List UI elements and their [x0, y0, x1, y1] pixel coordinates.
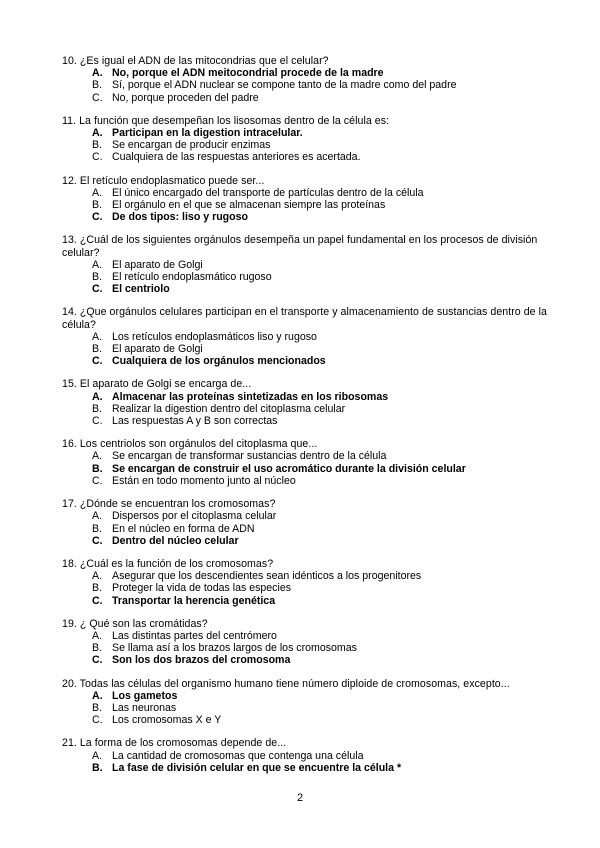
option-text: Almacenar las proteínas sintetizadas en los ribosomas [112, 390, 389, 403]
answer-option [62, 403, 552, 415]
question-block [62, 618, 552, 667]
option-letter: B. [92, 642, 103, 655]
option-text: Son los dos brazos del cromosoma [112, 654, 291, 667]
question-text: 15. El aparato de Golgi se encarga de... [62, 378, 252, 391]
answer-options [62, 187, 552, 224]
answer-options [62, 750, 552, 774]
answer-option [62, 139, 552, 151]
option-text: Sí, porque el ADN nuclear se compone tanto de la madre como del padre [112, 79, 457, 92]
answer-option [62, 79, 552, 91]
answer-option [62, 570, 552, 582]
question-block [62, 737, 552, 774]
answer-options [62, 570, 552, 607]
option-letter: A. [92, 450, 103, 463]
correct-answer-option [62, 654, 552, 666]
answer-option [62, 331, 552, 343]
option-letter: A. [92, 510, 103, 523]
option-text: El retículo endoplasmático rugoso [112, 271, 272, 284]
option-letter: A. [92, 749, 103, 762]
option-text: Los cromosomas X e Y [112, 714, 222, 727]
answer-option [62, 450, 552, 462]
option-letter: A. [92, 390, 103, 403]
correct-answer-option [62, 463, 552, 475]
option-letter: B. [92, 462, 103, 475]
option-text: El aparato de Golgi [112, 343, 203, 356]
answer-options [62, 331, 552, 368]
option-letter: B. [92, 79, 103, 92]
answer-option [62, 187, 552, 199]
option-letter: A. [92, 127, 103, 140]
option-letter: A. [92, 570, 103, 583]
option-letter: A. [92, 67, 103, 80]
question-text: 20. Todas las células del organismo humano tiene número diploide de cromosomas, excepto... [62, 677, 510, 690]
answer-option [62, 750, 552, 762]
correct-answer-option [62, 355, 552, 367]
option-text: El orgánulo en el que se almacenan siempre las proteínas [112, 199, 386, 212]
option-letter: C. [92, 714, 103, 727]
question-text: 17. ¿Dónde se encuentran los cromosomas? [62, 498, 276, 511]
question-text: 18. ¿Cuál es la función de los cromosomas? [62, 557, 274, 570]
option-letter: B. [92, 522, 103, 535]
option-letter: A. [92, 330, 103, 343]
question-text: 19. ¿ Qué son las cromátidas? [62, 617, 208, 630]
question-text: 11. La función que desempeñan los lisosomas dentro de la célula es: [62, 114, 390, 127]
answer-options [62, 67, 552, 104]
correct-answer-option [62, 535, 552, 547]
question-block [62, 558, 552, 607]
option-letter: B. [92, 343, 103, 356]
option-text: Cualquiera de los orgánulos mencionados [112, 355, 326, 368]
answer-options [62, 391, 552, 428]
answer-option [62, 510, 552, 522]
answer-option [62, 151, 552, 163]
answer-option [62, 271, 552, 283]
option-text: Transportar la herencia genética [112, 594, 276, 607]
correct-answer-option [62, 283, 552, 295]
question-text: 21. La forma de los cromosomas depende de... [62, 737, 287, 750]
option-text: De dos tipos: liso y rugoso [112, 211, 248, 224]
correct-answer-option [62, 762, 552, 774]
answer-option [62, 259, 552, 271]
option-text: Se encargan de transformar sustancias dentro de la célula [112, 450, 387, 463]
option-text: Las respuestas A y B son correctas [112, 415, 278, 428]
option-letter: C. [92, 283, 103, 296]
option-text: Realizar la digestion dentro del citoplasma celular [112, 402, 346, 415]
option-text: Participan en la digestion intracelular. [112, 127, 303, 140]
option-text: En el núcleo en forma de ADN [112, 522, 255, 535]
answer-option [62, 702, 552, 714]
option-letter: B. [92, 402, 103, 415]
option-text: Se llama así a los brazos largos de los cromosomas [112, 642, 357, 655]
question-text: 10. ¿Es igual el ADN de las mitocondrias que el celular? [62, 55, 329, 67]
option-text: Dentro del núcleo celular [112, 534, 239, 547]
option-letter: C. [92, 415, 103, 428]
option-letter: B. [92, 761, 103, 774]
answer-options [62, 259, 552, 296]
answer-options [62, 450, 552, 487]
option-letter: C. [92, 91, 103, 104]
option-text: No, porque proceden del padre [112, 91, 259, 104]
option-letter: B. [92, 271, 103, 284]
question-block [62, 175, 552, 224]
option-text: Cualquiera de las respuestas anteriores es acertada. [112, 151, 361, 164]
option-letter: C. [92, 534, 103, 547]
correct-answer-option [62, 127, 552, 139]
correct-answer-option [62, 690, 552, 702]
question-block [62, 438, 552, 487]
question-text: 14. ¿Que orgánulos celulares participan en el transporte y almacenamiento de sustancias dentro de la célula? [62, 306, 547, 331]
option-letter: C. [92, 474, 103, 487]
option-letter: C. [92, 654, 103, 667]
question-block [62, 234, 552, 295]
option-letter: A. [92, 689, 103, 702]
correct-answer-option [62, 211, 552, 223]
option-text: Las neuronas [112, 701, 177, 714]
option-text: El único encargado del transporte de partículas dentro de la célula [112, 186, 424, 199]
option-letter: B. [92, 139, 103, 152]
answer-option [62, 642, 552, 654]
option-text: La fase de división celular en que se encuentre la célula * [112, 761, 402, 774]
question-text: 16. Los centriolos son orgánulos del citoplasma que... [62, 438, 318, 451]
question-block [62, 378, 552, 427]
question-block [62, 498, 552, 547]
question-block [62, 115, 552, 164]
option-letter: C. [92, 151, 103, 164]
question-block [62, 55, 552, 104]
option-text: Dispersos por el citoplasma celular [112, 510, 277, 523]
correct-answer-option [62, 595, 552, 607]
question-list [62, 55, 552, 785]
answer-option [62, 630, 552, 642]
option-text: Se encargan de producir enzimas [112, 139, 271, 152]
answer-options [62, 510, 552, 547]
answer-options [62, 630, 552, 667]
answer-option [62, 92, 552, 104]
option-letter: C. [92, 594, 103, 607]
answer-option [62, 199, 552, 211]
option-letter: A. [92, 629, 103, 642]
answer-option [62, 415, 552, 427]
option-text: El centriolo [112, 283, 170, 296]
answer-option [62, 475, 552, 487]
option-letter: B. [92, 701, 103, 714]
question-block [62, 306, 552, 367]
question-text: 13. ¿Cuál de los siguientes orgánulos desempeña un papel fundamental en los procesos de división celular? [62, 234, 538, 259]
option-text: Los gametos [112, 689, 178, 702]
option-text: El aparato de Golgi [112, 258, 203, 271]
option-text: La cantidad de cromosomas que contenga una célula [112, 749, 364, 762]
option-letter: B. [92, 582, 103, 595]
question-block [62, 678, 552, 727]
option-text: Proteger la vida de todas las especies [112, 582, 292, 595]
answer-options [62, 690, 552, 727]
answer-options [62, 127, 552, 164]
option-letter: B. [92, 199, 103, 212]
page-number: 2 [296, 792, 304, 804]
answer-option [62, 714, 552, 726]
option-text: Están en todo momento junto al núcleo [112, 474, 296, 487]
question-text: 12. El retículo endoplasmatico puede ser... [62, 174, 265, 187]
option-text: Asegurar que los descendientes sean idénticos a los progenitores [112, 570, 422, 583]
option-letter: A. [92, 258, 103, 271]
option-letter: C. [92, 211, 103, 224]
option-text: Se encargan de construir el uso acromático durante la división celular [112, 462, 466, 475]
option-letter: C. [92, 355, 103, 368]
option-text: Los retículos endoplasmáticos liso y rugoso [112, 330, 317, 343]
correct-answer-option [62, 67, 552, 79]
answer-option [62, 343, 552, 355]
option-text: No, porque el ADN meitocondrial procede de la madre [112, 67, 384, 80]
answer-option [62, 582, 552, 594]
option-text: Las distintas partes del centrómero [112, 629, 277, 642]
answer-option [62, 523, 552, 535]
option-letter: A. [92, 186, 103, 199]
correct-answer-option [62, 391, 552, 403]
